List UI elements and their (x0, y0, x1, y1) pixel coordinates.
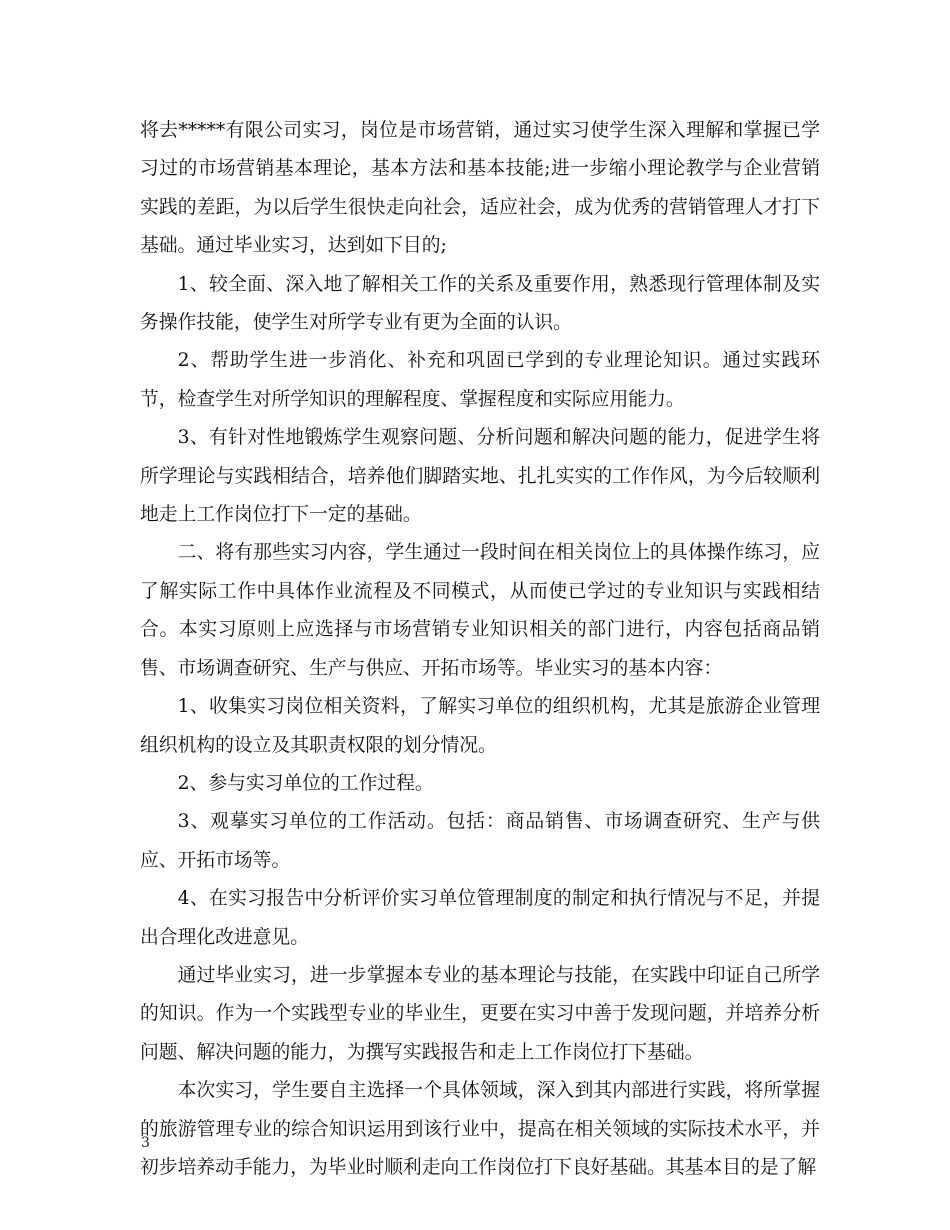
paragraph-content-2: 2、参与实习单位的工作过程。 (177, 772, 434, 794)
paragraph-section-two: 二、将有那些实习内容，学生通过一段时间在相关岗位上的具体操作练习，应了解实际工作中具体作业流程及不同模式，从而使已学过的专业知识与实践相结合。本实习原则上应选择与市场营销专业知识相关的部门进行，内容包括商品销售、市场调查研究、生产与供应、开拓市场等。毕业实习的基本内容： (140, 542, 820, 679)
page-number: 3 (141, 1135, 150, 1151)
paragraph-goal-2: 2、帮助学生进一步消化、补充和巩固已学到的专业理论知识。通过实践环节，检查学生对所学知识的理解程度、掌握程度和实际应用能力。 (140, 350, 820, 410)
paragraph-summary: 通过毕业实习，进一步掌握本专业的基本理论与技能，在实践中印证自己所学的知识。作为一个实践型专业的毕业生，更要在实习中善于发现问题，并培养分析问题、解决问题的能力，为撰写实践报告和走上工作岗位打下基础。 (140, 964, 820, 1063)
paragraph-content-1: 1、收集实习岗位相关资料，了解实习单位的组织机构，尤其是旅游企业管理组织机构的设立及其职责权限的划分情况。 (140, 696, 820, 756)
paragraph-content-4: 4、在实习报告中分析评价实习单位管理制度的制定和执行情况与不足，并提出合理化改进意见。 (140, 888, 820, 948)
paragraph-intro: 将去*****有限公司实习，岗位是市场营销，通过实习使学生深入理解和掌握已学习过的市场营销基本理论，基本方法和基本技能;进一步缩小理论教学与企业营销实践的差距，为以后学生很快走向社会，适应社会，成为优秀的营销管理人才打下基础。通过毕业实习，达到如下目的; (140, 120, 820, 257)
paragraph-goal-3: 3、有针对性地锻炼学生观察问题、分析问题和解决问题的能力，促进学生将所学理论与实践相结合，培养他们脚踏实地、扎扎实实的工作作风，为今后较顺利地走上工作岗位打下一定的基础。 (140, 427, 820, 526)
paragraph-goal-1: 1、较全面、深入地了解相关工作的关系及重要作用，熟悉现行管理体制及实务操作技能，使学生对所学专业有更为全面的认识。 (140, 273, 820, 334)
paragraph-closing: 本次实习，学生要自主选择一个具体领域，深入到其内部进行实践，将所掌握的旅游管理专业的综合知识运用到该行业中，提高在相关领域的实际技术水平，并初步培养动手能力，为毕业时顺利走向工作岗位打下良好基础。其基本目的是了解 (140, 1080, 820, 1178)
paragraph-content-3: 3、观摹实习单位的工作活动。包括：商品销售、市场调查研究、生产与供应、开拓市场等。 (140, 811, 820, 871)
document-body (140, 112, 820, 1187)
